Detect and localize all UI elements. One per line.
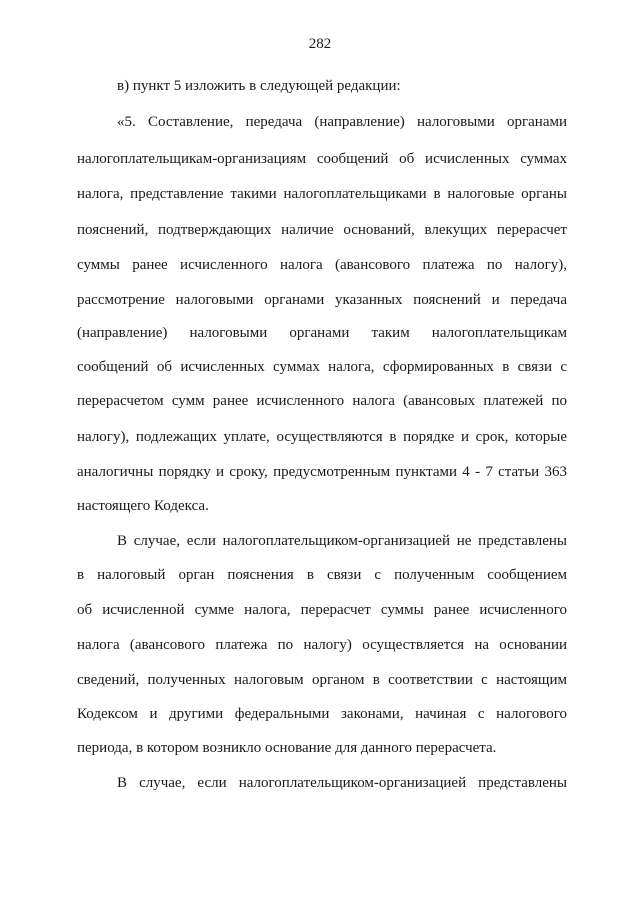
text-line: суммы ранее исчисленного налога (авансового платежа по налогу),: [77, 257, 567, 273]
text-line: настоящего Кодекса.: [77, 498, 209, 514]
text-line: В случае, если налогоплательщиком-организацией представлены: [117, 775, 567, 791]
text-line: налога, представление такими налогоплательщиками в налоговые органы: [77, 186, 567, 202]
text-line: аналогичны порядку и сроку, предусмотренным пунктами 4 - 7 статьи 363: [77, 464, 567, 480]
text-line: пояснений, подтверждающих наличие оснований, влекущих перерасчет: [77, 222, 567, 238]
text-line: об исчисленной сумме налога, перерасчет суммы ранее исчисленного: [77, 602, 567, 618]
text-line: налогу), подлежащих уплате, осуществляются в порядке и срок, которые: [77, 429, 567, 445]
text-line: сообщений об исчисленных суммах налога, сформированных в связи с: [77, 359, 567, 375]
page-number: 282: [308, 36, 332, 52]
text-line: налога (авансового платежа по налогу) осуществляется на основании: [77, 637, 567, 653]
text-line: В случае, если налогоплательщиком-организацией не представлены: [117, 533, 567, 549]
text-line: в налоговый орган пояснения в связи с полученным сообщением: [77, 567, 567, 583]
text-line: рассмотрение налоговыми органами указанных пояснений и передача: [77, 292, 567, 308]
text-line: налогоплательщикам-организациям сообщений об исчисленных суммах: [77, 151, 567, 167]
text-line: «5. Составление, передача (направление) налоговыми органами: [117, 114, 567, 130]
text-line: Кодексом и другими федеральными законами, начиная с налогового: [77, 706, 567, 722]
text-line: сведений, полученных налоговым органом в соответствии с настоящим: [77, 672, 567, 688]
text-line: периода, в котором возникло основание для данного перерасчета.: [77, 740, 497, 756]
text-line: (направление) налоговыми органами таким налогоплательщикам: [77, 325, 567, 341]
text-line: в) пункт 5 изложить в следующей редакции:: [117, 78, 401, 94]
text-line: перерасчетом сумм ранее исчисленного налога (авансовых платежей по: [77, 393, 567, 409]
